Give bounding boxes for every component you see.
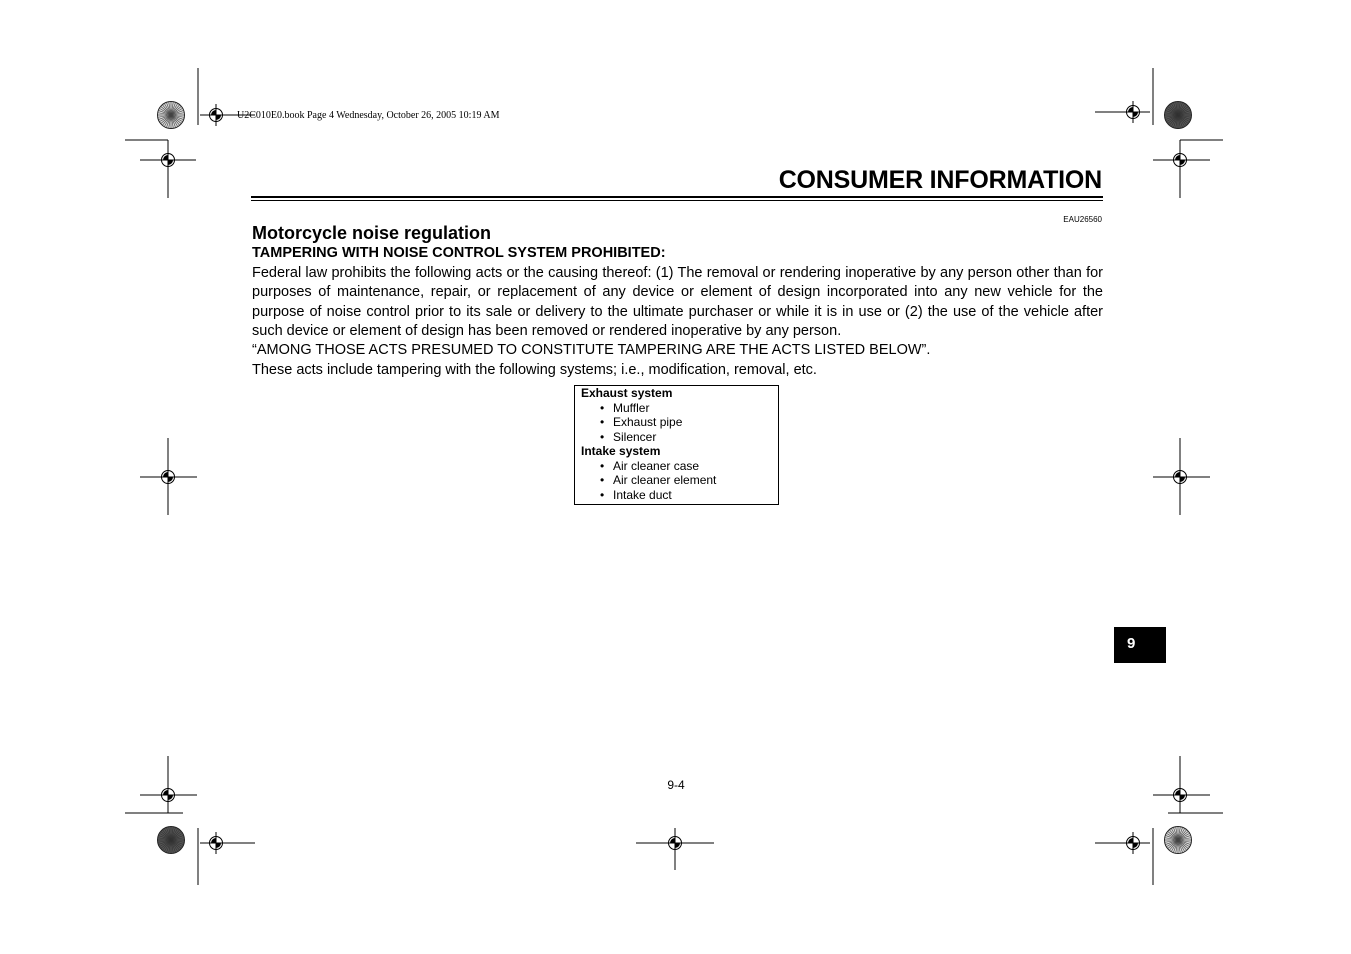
- group-heading: Intake system: [581, 444, 661, 458]
- page-number: 9-4: [667, 778, 685, 792]
- registration-target-icon: [157, 784, 179, 806]
- chapter-tab: 9: [1114, 627, 1166, 663]
- title-rule-thick: [251, 196, 1103, 198]
- chapter-title: CONSUMER INFORMATION: [778, 166, 1102, 194]
- group-heading: Exhaust system: [581, 386, 673, 400]
- paragraph-acts-presumed: “AMONG THOSE ACTS PRESUMED TO CONSTITUTE TAMPERING ARE THE ACTS LISTED BELOW”.: [252, 342, 931, 359]
- registration-target-icon: [1122, 101, 1144, 123]
- body-text: [252, 264, 1103, 381]
- group-list: [581, 401, 778, 445]
- bullet: •: [600, 458, 605, 473]
- registration-target-icon: [157, 149, 179, 171]
- list-item: [581, 459, 778, 474]
- list-item-label: Intake duct: [613, 487, 672, 502]
- star-target-icon: [158, 827, 185, 854]
- bullet: •: [600, 400, 605, 415]
- registration-target-icon: [205, 832, 227, 854]
- list-item-label: Air cleaner case: [613, 458, 700, 473]
- bullet: •: [600, 429, 605, 444]
- group-list: [581, 459, 778, 503]
- list-item: [581, 488, 778, 503]
- section-title: Motorcycle noise regulation: [252, 223, 492, 243]
- list-item-label: Silencer: [613, 429, 657, 444]
- registration-target-icon: [1169, 784, 1191, 806]
- registration-target-icon: [1169, 149, 1191, 171]
- paragraph-systems-intro: These acts include tampering with the following systems; i.e., modification, removal, etc.: [252, 362, 817, 379]
- systems-box: [574, 385, 779, 505]
- star-target-icon: [1165, 827, 1192, 854]
- list-item-label: Exhaust pipe: [613, 415, 683, 429]
- registration-target-icon: [1122, 832, 1144, 854]
- list-item-label: Muffler: [613, 400, 650, 415]
- list-item: [581, 473, 778, 488]
- list-item-label: Air cleaner element: [613, 473, 717, 487]
- bullet: •: [600, 415, 605, 429]
- subheading: TAMPERING WITH NOISE CONTROL SYSTEM PROHIBITED:: [252, 245, 666, 261]
- bullet: •: [600, 473, 605, 487]
- star-target-icon: [158, 102, 185, 129]
- title-rule-thin: [251, 200, 1103, 201]
- list-item: [581, 401, 778, 416]
- registration-target-icon: [1169, 466, 1191, 488]
- reference-code: EAU26560: [1063, 215, 1102, 224]
- registration-target-icon: [157, 466, 179, 488]
- registration-target-icon: [205, 104, 227, 126]
- print-header-note: U2C010E0.book Page 4 Wednesday, October 26, 2005 10:19 AM: [237, 110, 500, 121]
- star-target-icon: [1165, 102, 1192, 129]
- list-item: [581, 415, 778, 430]
- paragraph-federal-law: Federal law prohibits the following acts or the causing thereof: (1) The removal or rendering inoperative by any person other than for purposes of maintenance, repair, or replacement of any device or element of design incorporated into any new vehicle for the purpose of noise control prior to its sale or delivery to the ultimate purchaser or while it is in use or (2) the use of the vehicle after such device or element of design has been removed or rendered inoperative by any person.: [252, 265, 1103, 339]
- list-item: [581, 430, 778, 445]
- registration-target-icon: [664, 832, 686, 854]
- bullet: •: [600, 487, 605, 502]
